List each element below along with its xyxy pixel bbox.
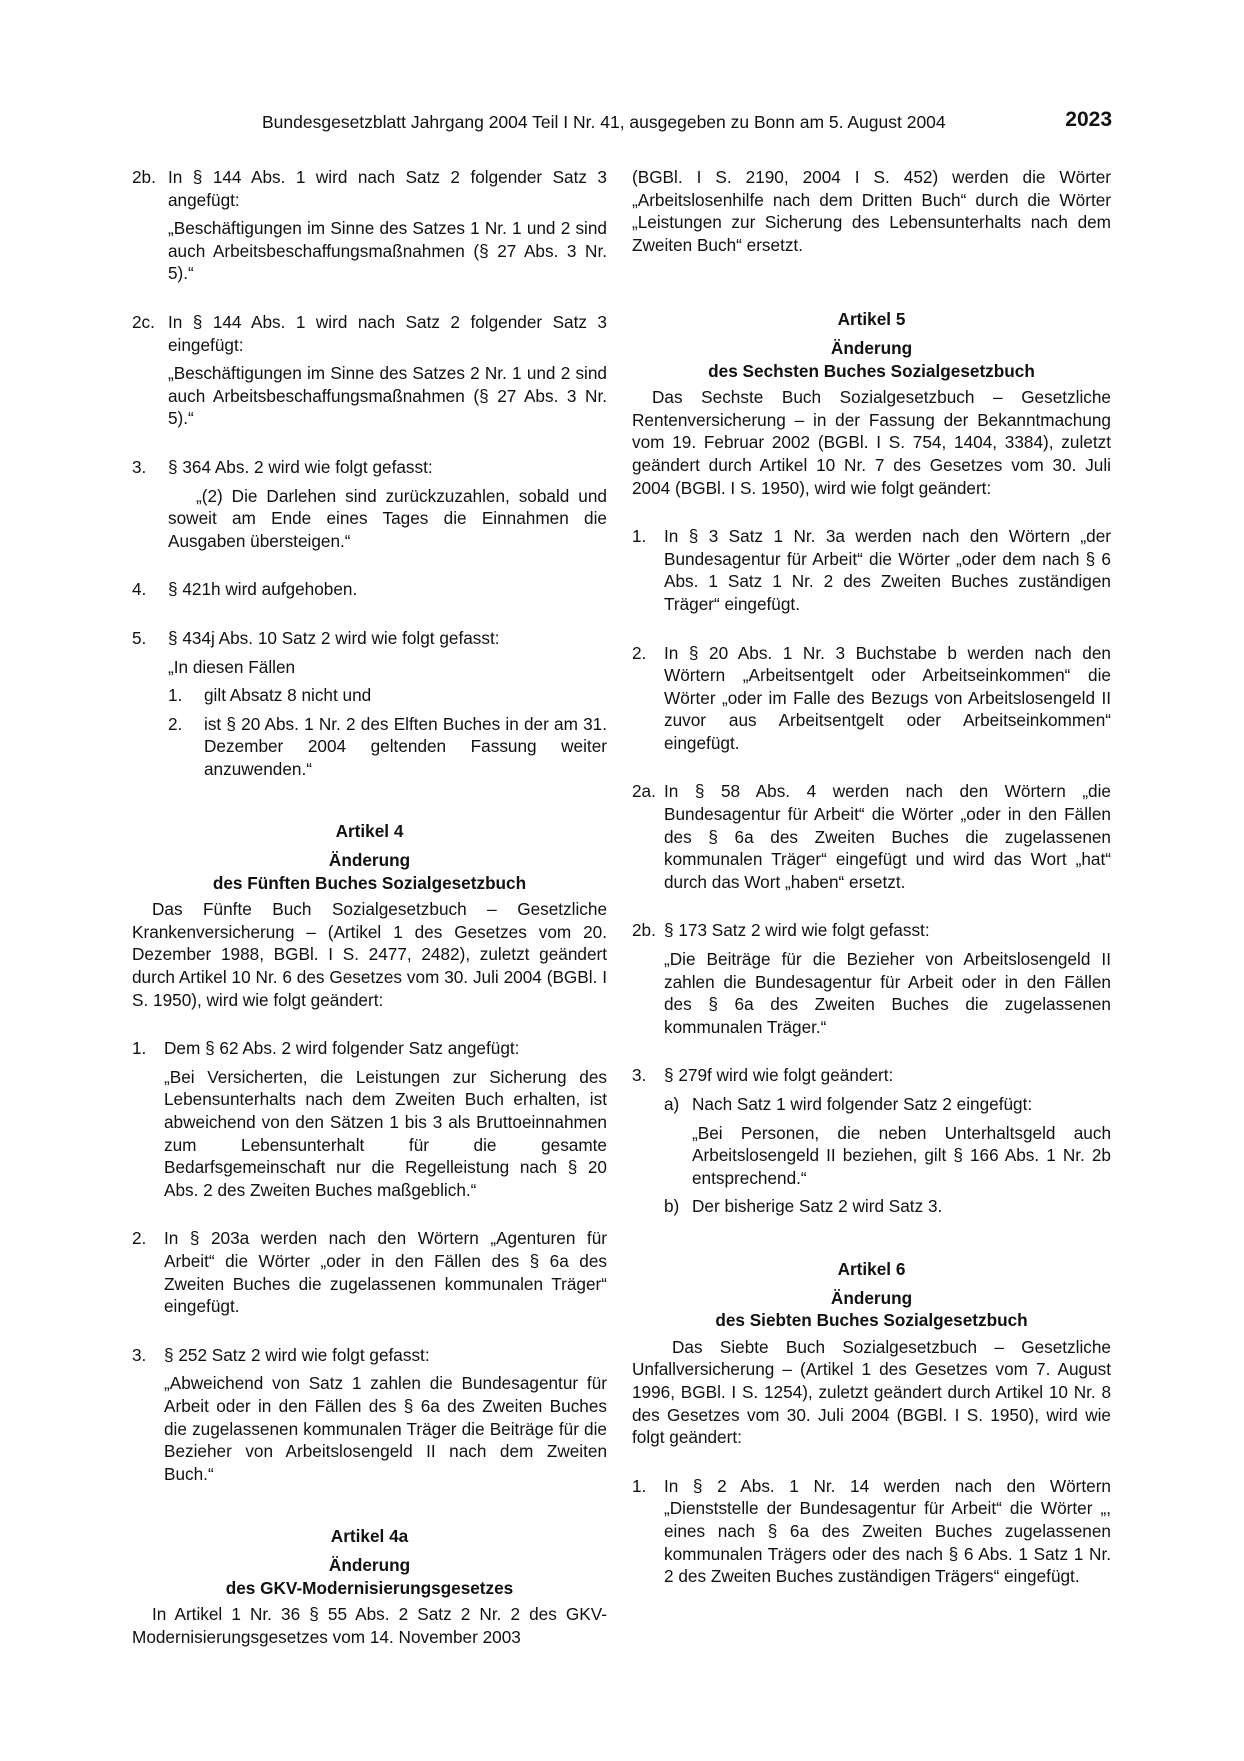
right-column <box>632 166 1111 1614</box>
item-number: 2a. <box>632 781 656 802</box>
sub-item-a <box>664 1093 1111 1189</box>
sub-item-text: gilt Absatz 8 nicht und <box>204 685 372 706</box>
item-number: 1. <box>632 1475 647 1496</box>
quoted-text: „Beschäftigungen im Sinne des Satzes 2 Nr. 1 und 2 sind auch Arbeitsbeschaffungsmaßnahmen (§ 27 Abs. 3 Nr. 5).“ <box>168 363 607 429</box>
sub-item-1 <box>168 684 607 707</box>
item-text: In § 144 Abs. 1 wird nach Satz 2 folgender Satz 3 eingefügt: <box>168 311 607 355</box>
article-4-heading <box>132 820 607 894</box>
article-title-line2: des Siebten Buches Sozialgesetzbuch <box>715 1310 1028 1331</box>
list-item-2b <box>132 166 607 285</box>
item-text: § 364 Abs. 2 wird wie folgt gefasst: <box>168 456 433 477</box>
item-number: 3. <box>132 456 147 477</box>
article-title-line1: Änderung <box>830 337 913 358</box>
quoted-text: „Beschäftigungen im Sinne des Satzes 1 Nr. 1 und 2 sind auch Arbeitsbeschaffungsmaßnahmen (§ 27 Abs. 3 Nr. 5).“ <box>168 218 607 284</box>
item-number: 3. <box>132 1344 147 1365</box>
article-label: Artikel 5 <box>837 309 906 330</box>
item-text: In § 203a werden nach den Wörtern „Agenturen für Arbeit“ die Wörter „oder in den Fällen des § 6a des Zweiten Buches die zugelassenen kommunalen Träger“ eingefügt. <box>164 1228 607 1317</box>
quoted-text: „Die Beiträge für die Bezieher von Arbeitslosengeld II zahlen die Bundesagentur für Arbeit oder in den Fällen des § 6a des Zweiten Buches die zugelassenen kommunalen Träger.“ <box>664 949 1111 1037</box>
item-text: § 252 Satz 2 wird wie folgt gefasst: <box>164 1344 430 1365</box>
item-number: 2. <box>632 642 647 663</box>
article-4a-heading <box>132 1525 607 1599</box>
item-number: 5. <box>132 627 147 648</box>
list-item-a4-2 <box>132 1227 607 1317</box>
article-intro: Das Sechste Buch Sozialgesetzbuch – Gesetzliche Rentenversicherung – in der Fassung der Bekanntmachung vom 19. Februar 2002 (BGBl. I S. 754, 1404, 3384), zuletzt geändert durch Artikel 10 Nr. 7 des Gesetzes vom 30. Juli 2004 (BGBl. I S. 1950), wird wie folgt geändert: <box>632 387 1111 498</box>
quoted-text: „(2) Die Darlehen sind zurückzuzahlen, sobald und soweit am Ende eines Tages die Einnahmen die Ausgaben übersteigen.“ <box>168 485 607 551</box>
quoted-text: „Abweichend von Satz 1 zahlen die Bundesagentur für Arbeit oder in den Fällen des § 6a des Zweiten Buches die zugelassenen kommunalen Träger die Beiträge für die Bezieher von Arbeitslosengeld II nach dem Zweiten Buch.“ <box>164 1373 607 1484</box>
sub-item-text: ist § 20 Abs. 1 Nr. 2 des Elften Buches in der am 31. Dezember 2004 geltenden Fassung weiter anzuwenden.“ <box>204 713 607 779</box>
list-item-3 <box>132 456 607 552</box>
sub-item-number: a) <box>664 1094 680 1114</box>
item-text: In § 58 Abs. 4 werden nach den Wörtern „die Bundesagentur für Arbeit“ die Wörter „oder in den Fällen des § 6a des Zweiten Buches die zugelassenen kommunalen Träger“ eingefügt und wird das Wort „hat“ durch das Wort „haben“ ersetzt. <box>664 781 1111 892</box>
article-title-line2: des Fünften Buches Sozialgesetzbuch <box>212 872 527 893</box>
item-number: 2c. <box>132 311 155 332</box>
sub-item-number: 2. <box>168 713 183 734</box>
item-text: § 279f wird wie folgt geändert: <box>664 1065 894 1086</box>
list-item-2c <box>132 311 607 430</box>
list-item-a6-1 <box>632 1475 1111 1588</box>
continued-text: (BGBl. I S. 2190, 2004 I S. 452) werden die Wörter „Arbeitslosenhilfe nach dem Dritten Buch“ durch die Wörter „Leistungen zur Sicherung des Lebensunterhalts nach dem Zweiten Buch“ ersetzt. <box>632 167 1111 255</box>
article-title-line1: Änderung <box>830 1287 913 1308</box>
list-item-a5-2 <box>632 642 1111 755</box>
list-item-a4-3 <box>132 1344 607 1486</box>
page-number: 2023 <box>1065 108 1112 131</box>
item-number: 4. <box>132 579 147 600</box>
article-title-line2: des Sechsten Buches Sozialgesetzbuch <box>708 360 1035 381</box>
list-item-a5-2b <box>632 919 1111 1038</box>
article-label: Artikel 6 <box>837 1258 906 1279</box>
list-item-5 <box>132 627 607 781</box>
item-number: 1. <box>632 526 647 547</box>
item-number: 2. <box>132 1228 147 1249</box>
list-item-4 <box>132 578 607 601</box>
list-item-a5-2a <box>632 780 1111 893</box>
item-text: § 173 Satz 2 wird wie folgt gefasst: <box>664 920 930 941</box>
sub-item-2 <box>168 713 607 781</box>
article-intro: Das Siebte Buch Sozialgesetzbuch – Gesetzliche Unfallversicherung – (Artikel 1 des Gesetzes vom 7. August 1996, BGBl. I S. 1254), zuletzt geändert durch Artikel 10 Nr. 8 des Gesetzes vom 30. Juli 2004 (BGBl. I S. 1950), wird wie folgt geändert: <box>632 1336 1111 1448</box>
sub-item-text: Der bisherige Satz 2 wird Satz 3. <box>692 1196 943 1217</box>
item-number: 2b. <box>632 920 656 941</box>
item-number: 3. <box>632 1065 647 1086</box>
item-text: § 434j Abs. 10 Satz 2 wird wie folgt gefasst: <box>168 627 500 648</box>
item-number: 1. <box>132 1038 147 1059</box>
item-text: In § 2 Abs. 1 Nr. 14 werden nach den Wörtern „Dienststelle der Bundesagentur für Arbeit“ die Wörter „, eines nach § 6a des Zweiten Buches zugelassenen kommunalen Trägers oder des nach § 6 Abs. 1 Satz 1 Nr. 2 des Zweiten Buches zuständigen Trägers“ eingefügt. <box>664 1475 1111 1587</box>
sub-item-b <box>664 1195 1111 1218</box>
sub-item-text: Nach Satz 1 wird folgender Satz 2 eingefügt: <box>692 1094 1033 1114</box>
article-title-line1: Änderung <box>328 1554 411 1575</box>
article-label: Artikel 4a <box>330 1526 409 1547</box>
article-title-line2: des GKV-Modernisierungsgesetzes <box>225 1577 514 1598</box>
item-text: In § 3 Satz 1 Nr. 3a werden nach den Wörtern „der Bundesagentur für Arbeit“ die Wörter „oder dem nach § 6 Abs. 1 Satz 1 Nr. 2 des Zweiten Buches zuständigen Träger“ eingefügt. <box>664 526 1111 614</box>
list-item-a5-1 <box>632 525 1111 615</box>
article-label: Artikel 4 <box>335 821 404 842</box>
article-intro: Das Fünfte Buch Sozialgesetzbuch – Gesetzliche Krankenversicherung – (Artikel 1 des Gesetzes vom 20. Dezember 1988, BGBl. I S. 2477, 2482), zuletzt geändert durch Artikel 10 Nr. 6 des Gesetzes vom 30. Juli 2004 (BGBl. I S. 1950), wird wie folgt geändert: <box>132 899 607 1010</box>
article-intro: In Artikel 1 Nr. 36 § 55 Abs. 2 Satz 2 Nr. 2 des GKV-Modernisierungsgesetzes vom 14. November 2003 <box>132 1604 607 1647</box>
article-6-heading <box>632 1258 1111 1332</box>
sub-item-number: b) <box>664 1196 680 1217</box>
running-header: Bundesgesetzblatt Jahrgang 2004 Teil I Nr. 41, ausgegeben zu Bonn am 5. August 2004 <box>262 112 946 132</box>
item-number: 2b. <box>132 167 156 187</box>
left-column <box>132 166 607 1674</box>
quoted-text: „Bei Versicherten, die Leistungen zur Sicherung des Lebensunterhalts nach dem Zweiten Buch erhalten, ist abweichend von den Sätzen 1 bis 3 als Bruttoeinnahmen zum Lebensunterhalt für die gesamte Bedarfsgemeinschaft nur die Regelleistung nach § 20 Abs. 2 des Zweiten Buches maßgeblich.“ <box>164 1066 607 1200</box>
item-text: In § 144 Abs. 1 wird nach Satz 2 folgender Satz 3 angefügt: <box>168 167 607 210</box>
quoted-text: „In diesen Fällen <box>168 656 296 677</box>
item-text: § 421h wird aufgehoben. <box>168 579 358 600</box>
list-item-a4-1 <box>132 1037 607 1201</box>
item-text: In § 20 Abs. 1 Nr. 3 Buchstabe b werden nach den Wörtern „Arbeitsentgelt oder Arbeitseinkommen“ die Wörter „oder im Falle des Bezugs von Arbeitslosengeld II zuvor aus Arbeitsentgelt oder Arbeitseinkommen“ eingefügt. <box>664 642 1111 753</box>
sub-item-number: 1. <box>168 685 183 706</box>
article-title-line1: Änderung <box>328 850 411 871</box>
item-text: Dem § 62 Abs. 2 wird folgender Satz angefügt: <box>164 1038 520 1059</box>
article-5-heading <box>632 308 1111 382</box>
list-item-a5-3 <box>632 1064 1111 1218</box>
quoted-text: „Bei Personen, die neben Unterhaltsgeld auch Arbeitslosengeld II beziehen, gilt § 166 Abs. 1 Nr. 2b entsprechend.“ <box>692 1122 1111 1188</box>
